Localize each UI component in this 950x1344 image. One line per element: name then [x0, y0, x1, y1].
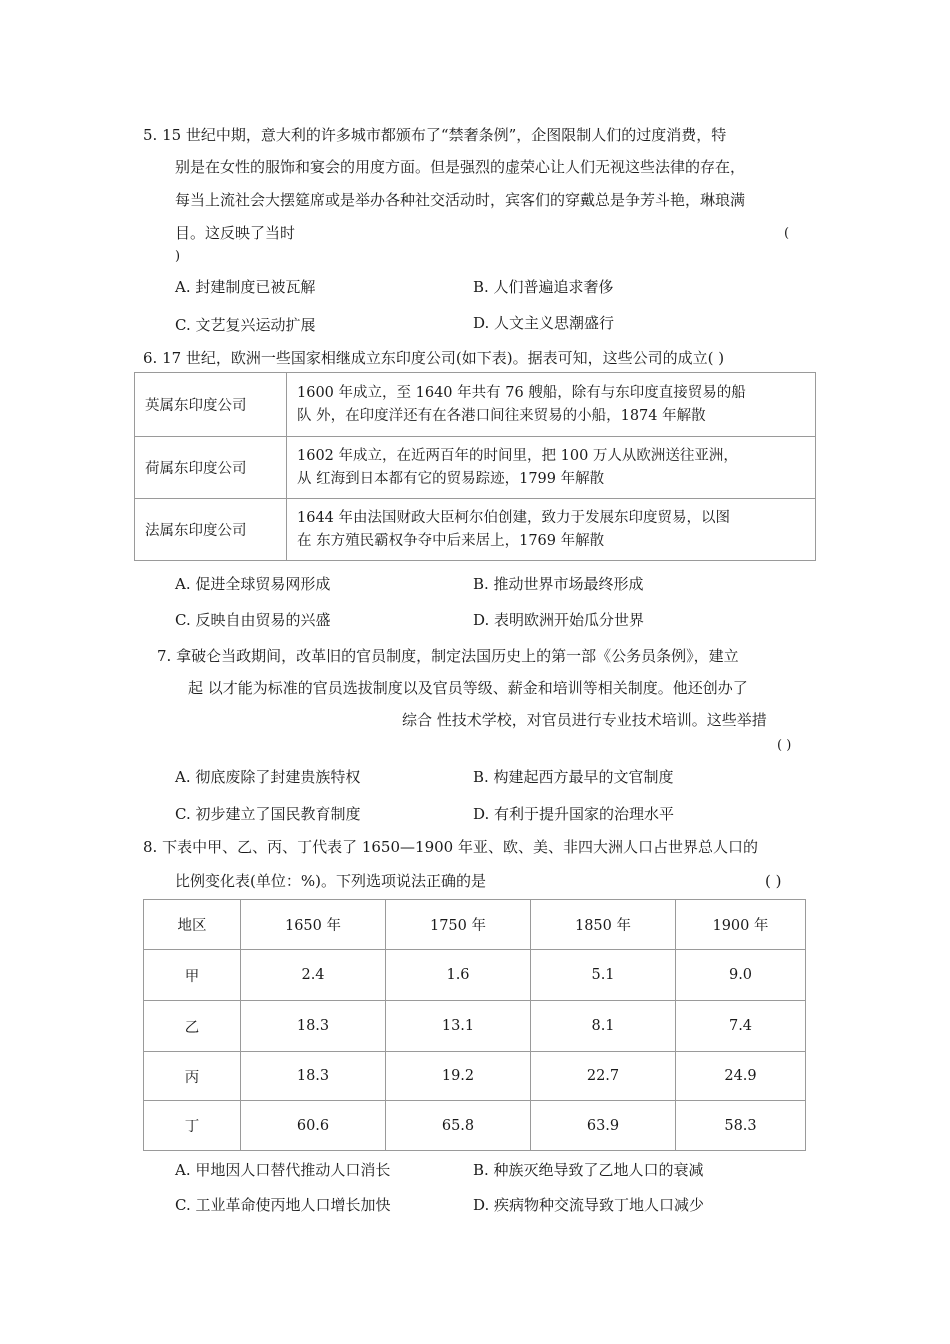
q5-line1: 5. 15 世纪中期，意大利的许多城市都颁布了“禁奢条例”，企图限制人们的过度消费，特 [143, 126, 727, 144]
row-label: 丙 [144, 1052, 241, 1101]
table-row [144, 1101, 806, 1151]
q7-option-d: D. 有利于提升国家的治理水平 [473, 805, 675, 823]
row-label: 甲 [144, 950, 241, 1001]
company-name: 法属东印度公司 [135, 499, 287, 561]
table-cell: 2.4 [241, 950, 386, 1001]
table-cell: 24.9 [676, 1052, 806, 1101]
q6-option-b: B. 推动世界市场最终形成 [473, 575, 644, 593]
table-cell: 19.2 [386, 1052, 531, 1101]
table-cell: 13.1 [386, 1001, 531, 1052]
q5-paren-open: ( [784, 226, 790, 241]
column-header-1850: 1850 年 [531, 900, 676, 950]
q6-option-d: D. 表明欧洲开始瓜分世界 [473, 611, 645, 629]
company-name: 英属东印度公司 [135, 373, 287, 437]
company-description-line: 1644 年由法国财政大臣柯尔伯创建，致力于发展东印度贸易，以图 [297, 509, 731, 526]
company-description-line: 从 红海到日本都有它的贸易踪迹，1799 年解散 [297, 470, 605, 487]
column-header-region: 地区 [144, 900, 241, 950]
table-cell: 18.3 [241, 1052, 386, 1101]
q5-paren-close: ) [175, 249, 181, 264]
q8-population-table [143, 899, 806, 1151]
row-label: 乙 [144, 1001, 241, 1052]
column-header-1650: 1650 年 [241, 900, 386, 950]
q7-paren: ( ) [777, 738, 792, 753]
q5-option-d: D. 人文主义思潮盛行 [473, 314, 615, 332]
q7-line3: 综合 性技术学校，对官员进行专业技术培训。这些举措 [402, 711, 767, 729]
q5-line3: 每当上流社会大摆筵席或是举办各种社交活动时，宾客们的穿戴总是争芳斗艳，琳琅满 [175, 191, 746, 209]
table-cell: 8.1 [531, 1001, 676, 1052]
company-name: 荷属东印度公司 [135, 437, 287, 499]
table-cell: 1.6 [386, 950, 531, 1001]
q5-option-a: A. 封建制度已被瓦解 [175, 278, 316, 296]
q7-option-a: A. 彻底废除了封建贵族特权 [175, 768, 361, 786]
q6-option-a: A. 促进全球贸易网形成 [175, 575, 331, 593]
table-row [144, 1001, 806, 1052]
q8-option-c: C. 工业革命使丙地人口增长加快 [175, 1196, 391, 1214]
q6-option-c: C. 反映自由贸易的兴盛 [175, 611, 331, 629]
table-cell: 18.3 [241, 1001, 386, 1052]
q8-option-b: B. 种族灭绝导致了乙地人口的衰减 [473, 1161, 704, 1179]
q8-line2: 比例变化表(单位：%)。下列选项说法正确的是 [175, 872, 486, 890]
table-cell: 63.9 [531, 1101, 676, 1151]
table-cell: 58.3 [676, 1101, 806, 1151]
q5-option-c: C. 文艺复兴运动扩展 [175, 316, 316, 334]
row-label: 丁 [144, 1101, 241, 1151]
company-description [287, 373, 816, 437]
table-row [135, 373, 816, 437]
table-row [135, 499, 816, 561]
table-row [135, 437, 816, 499]
table-cell: 65.8 [386, 1101, 531, 1151]
table-cell: 5.1 [531, 950, 676, 1001]
company-description-line: 队 外，在印度洋还有在各港口间往来贸易的小船，1874 年解散 [297, 407, 706, 424]
table-header-row [144, 900, 806, 950]
column-header-1900: 1900 年 [676, 900, 806, 950]
company-description-line: 1600 年成立，至 1640 年共有 76 艘船，除有与东印度直接贸易的船 [297, 384, 746, 401]
q5-line4: 目。这反映了当时 [175, 224, 296, 242]
table-row [144, 950, 806, 1001]
table-cell: 60.6 [241, 1101, 386, 1151]
q6-stem: 6. 17 世纪，欧洲一些国家相继成立东印度公司(如下表)。据表可知，这些公司的成立( ) [143, 349, 725, 367]
q5-line2: 别是在女性的服饰和宴会的用度方面。但是强烈的虚荣心让人们无视这些法律的存在， [175, 158, 746, 176]
q8-paren: ( ) [765, 872, 782, 890]
company-description [287, 499, 816, 561]
q8-option-d: D. 疾病物种交流导致丁地人口减少 [473, 1196, 705, 1214]
column-header-1750: 1750 年 [386, 900, 531, 950]
q7-option-c: C. 初步建立了国民教育制度 [175, 805, 361, 823]
company-description-line: 在 东方殖民霸权争夺中后来居上，1769 年解散 [297, 532, 605, 549]
q7-line2: 起 以才能为标准的官员选拔制度以及官员等级、薪金和培训等相关制度。他还创办了 [188, 679, 748, 697]
q5-option-b: B. 人们普遍追求奢侈 [473, 278, 614, 296]
q7-line1: 7. 拿破仑当政期间，改革旧的官员制度，制定法国历史上的第一部《公务员条例》，建立 [157, 647, 739, 665]
company-description [287, 437, 816, 499]
q6-company-table [134, 372, 816, 561]
table-cell: 9.0 [676, 950, 806, 1001]
company-description-line: 1602 年成立，在近两百年的时间里，把 100 万人从欧洲送往亚洲， [297, 447, 738, 464]
table-cell: 22.7 [531, 1052, 676, 1101]
q8-option-a: A. 甲地因人口替代推动人口消长 [175, 1161, 391, 1179]
table-row [144, 1052, 806, 1101]
q8-line1: 8. 下表中甲、乙、丙、丁代表了 1650—1900 年亚、欧、美、非四大洲人口占世界总人口的 [143, 838, 758, 856]
table-cell: 7.4 [676, 1001, 806, 1052]
q7-option-b: B. 构建起西方最早的文官制度 [473, 768, 674, 786]
